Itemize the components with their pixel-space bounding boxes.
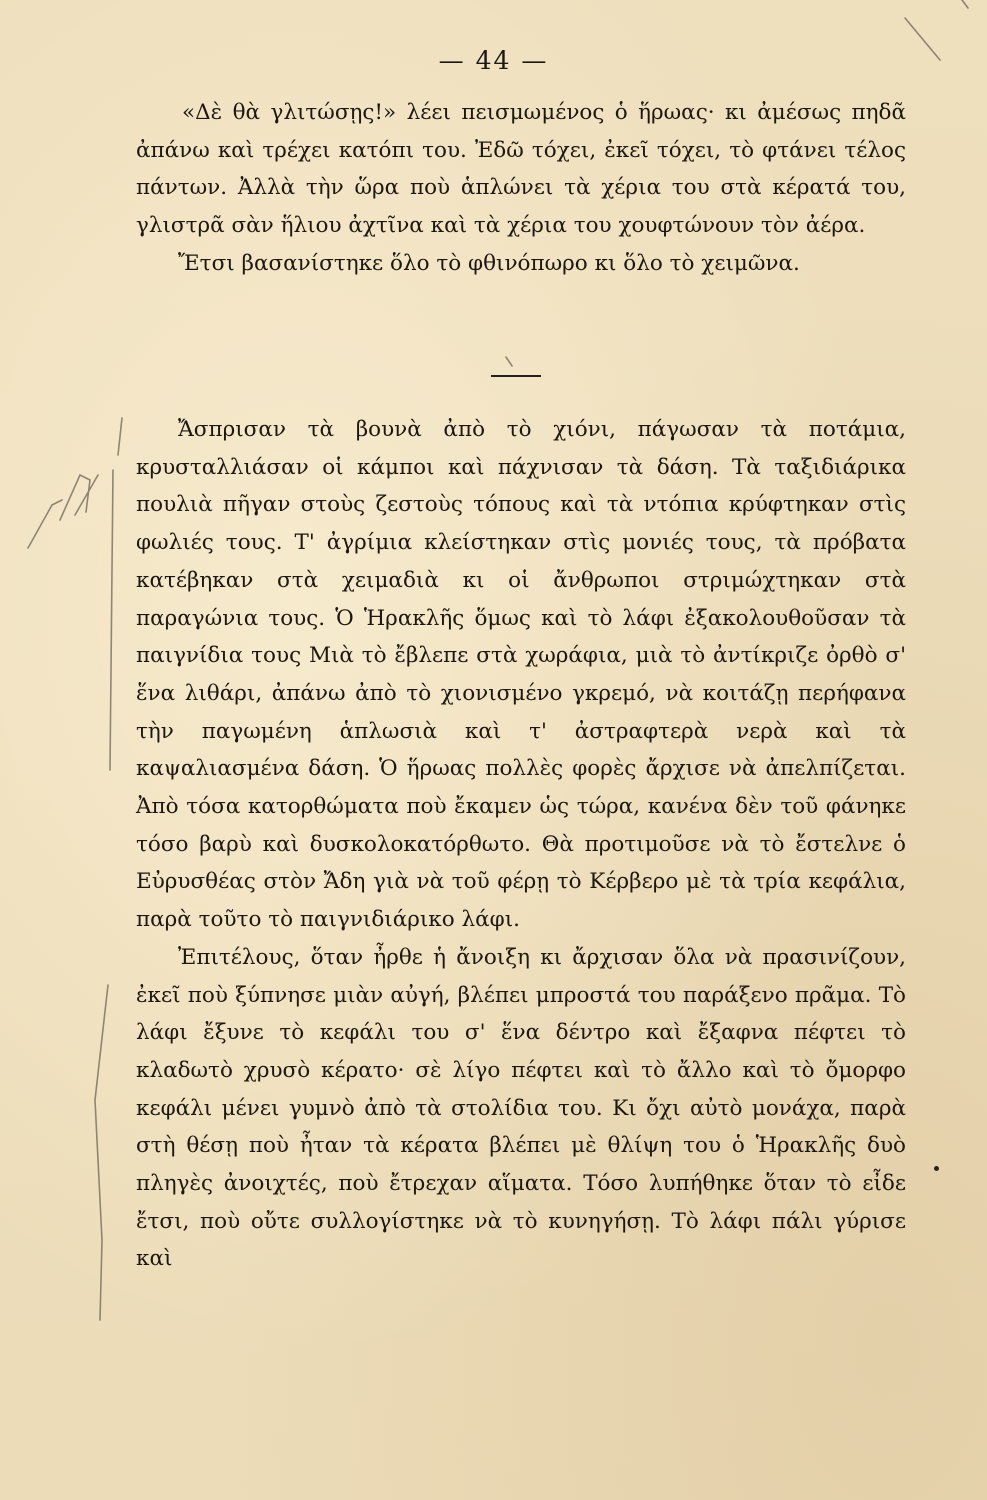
text-block-bottom <box>136 411 906 1278</box>
paragraph: «Δὲ θὰ γλιτώσῃς!» λέει πεισμωμένος ὁ ἥρωας· κι ἀμέσως πηδᾶ ἀπάνω καὶ τρέχει κατόπι του. Ἐδῶ τόχει, ἐκεῖ τόχει, τὸ φτάνει τέλος πάντων. Ἀλλὰ τὴν ὥρα ποὺ ἁπλώνει τὰ χέρια του στὰ κέρατά του, γλιστρᾶ σὰν ἥλιου ἀχτῖνα καὶ τὰ χέρια του χουφτώνουν τὸν ἀέρα. <box>136 100 906 239</box>
pencil-bracket-mark <box>110 470 113 770</box>
pencil-stroke-mark <box>506 357 512 366</box>
paragraph: Ἐπιτέλους, ὅταν ἦρθε ἡ ἄνοιξη κι ἄρχισαν ὅλα νὰ πρασινίζουν, ἐκεῖ ποὺ ξύπνησε μιὰν αὐγή, βλέπει μπροστά του παράξενο πρᾶμα. Τὸ λάφι ἔξυνε τὸ κεφάλι του σ' ἕνα δέντρο καὶ ἔξαφνα πέφτει τὸ κλαδωτὸ χρυσὸ κέρατο· σὲ λίγο πέφτει καὶ τὸ ἄλλο καὶ τὸ ὄμορφο κεφάλι μένει γυμνὸ ἀπὸ τὰ στολίδια του. Κι ὄχι αὐτὸ μονάχα, παρὰ στὴ θέσῃ ποὺ ἦταν τὰ κέρατα βλέπει μὲ θλίψη του ὁ Ἡρακλῆς δυὸ πληγὲς ἀνοιχτές, ποὺ ἔτρεχαν αἵματα. Τόσο λυπήθηκε ὅταν τὸ εἶδε ἔτσι, ποὺ οὔτε συλλογίστηκε νὰ τὸ κυνηγήσῃ. Τὸ λάφι πάλι γύρισε καὶ <box>136 944 906 1272</box>
pencil-scribble-mark <box>28 475 98 548</box>
pencil-stroke-mark <box>962 0 968 8</box>
pencil-bracket-mark <box>118 418 122 455</box>
ink-dot <box>934 1166 939 1171</box>
text-block-top <box>136 94 906 283</box>
pencil-bracket-mark <box>95 985 108 1320</box>
page-number: — 44 — <box>438 46 549 75</box>
paragraph: Ἄσπρισαν τὰ βουνὰ ἀπὸ τὸ χιόνι, πάγωσαν τὰ ποτάμια, κρυσταλλιάσαν οἱ κάμποι καὶ πάχνισαν τὰ δάση. Τὰ ταξιδιάρικα πουλιὰ πῆγαν στοὺς ζεστοὺς τόπους καὶ τὰ ντόπια κρύφτηκαν στὶς φωλιές τους. Τ' ἀγρίμια κλείστηκαν στὶς μονιές τους, τὰ πρόβατα κατέβηκαν στὰ χειμαδιὰ κι οἱ ἄνθρωποι στριμώχτηκαν στὰ παραγώνια τους. Ὁ Ἡρακλῆς ὅμως καὶ τὸ λάφι ἐξακολουθοῦσαν τὰ παιγνίδια τους Μιὰ τὸ ἔβλεπε στὰ χωράφια, μιὰ τὸ ἀντίκριζε ὀρθὸ σ' ἕνα λιθάρι, ἀπάνω ἀπὸ τὸ χιονισμένο γκρεμό, νὰ κοιτάζῃ περήφανα τὴν παγωμένη ἁπλωσιὰ καὶ τ' ἀστραφτερὰ νερὰ καὶ τὰ καψαλιασμένα δάση. Ὁ ἥρωας πολλὲς φορὲς ἄρχισε νὰ ἀπελπίζεται. Ἀπὸ τόσα κατορθώματα ποὺ ἔκαμεν ὡς τώρα, κανένα δὲν τοῦ φάνηκε τόσο βαρὺ καὶ δυσκολοκατόρθωτο. Θὰ προτιμοῦσε νὰ τὸ ἔστελνε ὁ Εὐρυσθέας στὸν Ἄδη γιὰ νὰ τοῦ φέρῃ τὸ Κέρβερο μὲ τὰ τρία κεφάλια, παρὰ τοῦτο τὸ παιγνιδιάρικο λάφι. <box>136 417 906 933</box>
section-divider <box>491 375 541 377</box>
paragraph: Ἔτσι βασανίστηκε ὅλο τὸ φθινόπωρο κι ὅλο τὸ χειμῶνα. <box>178 250 800 276</box>
